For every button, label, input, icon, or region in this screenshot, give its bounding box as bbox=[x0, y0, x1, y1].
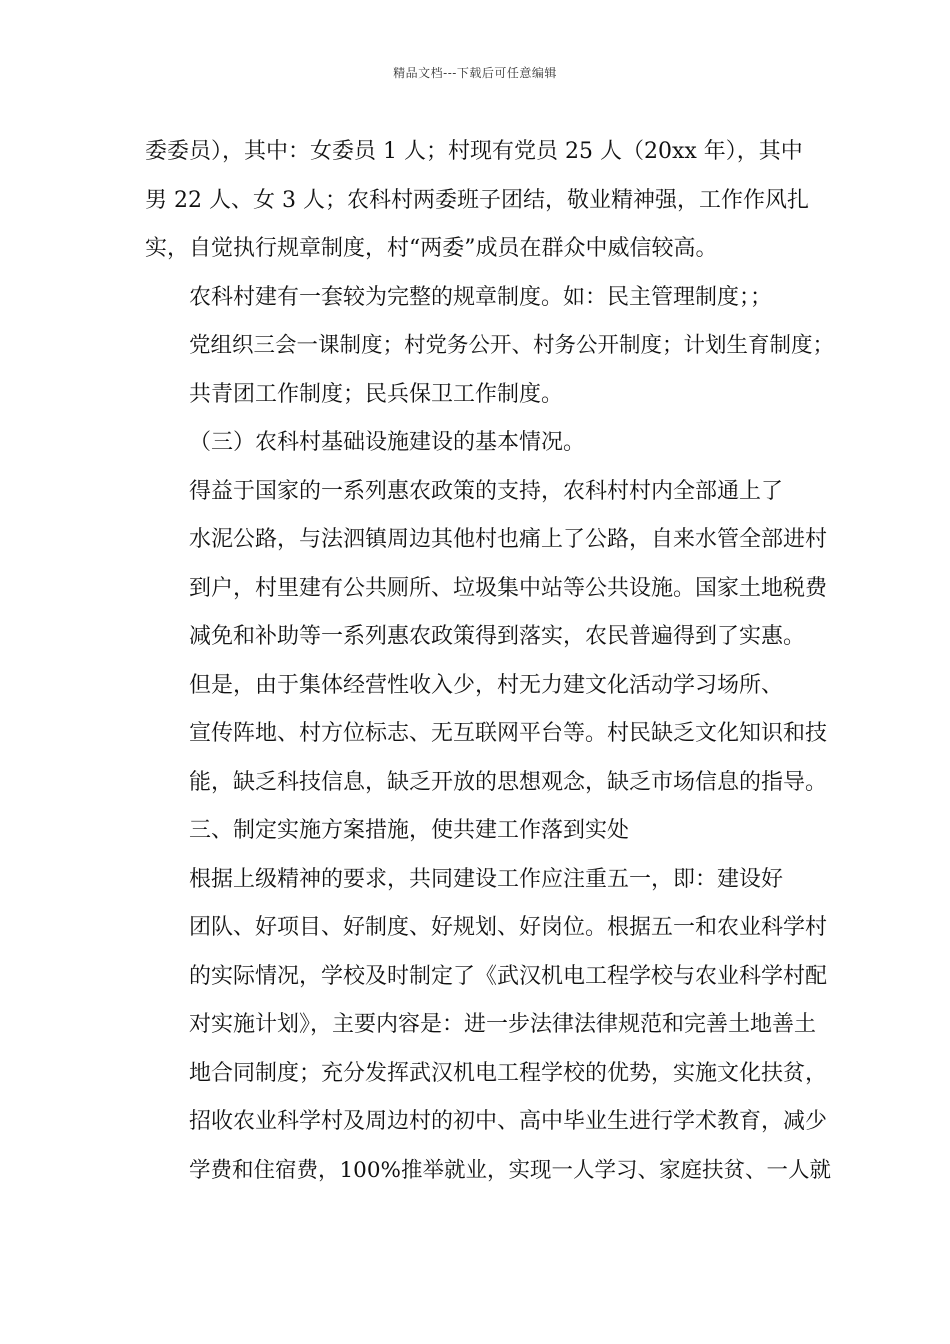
text-line: 到户，村里建有公共厕所、垃圾集中站等公共设施。国家土地税费 bbox=[189, 575, 828, 601]
text-line: 能，缺乏科技信息，缺乏开放的思想观念，缺乏市场信息的指导。 bbox=[189, 769, 828, 795]
text-line: 地合同制度；充分发挥武汉机电工程学校的优势，实施文化扶贫， bbox=[189, 1060, 828, 1086]
text-line: 对实施计划》，主要内容是：进一步法律法律规范和完善土地善土 bbox=[189, 1012, 817, 1037]
text-line: 男 22 人、女 3 人；农科村两委班子团结，敬业精神强，工作作风扎 bbox=[145, 187, 809, 213]
text-line: （三）农科村基础设施建设的基本情况。 bbox=[189, 430, 586, 455]
text-line: 宣传阵地、村方位标志、无互联网平台等。村民缺乏文化知识和技 bbox=[189, 721, 828, 746]
paragraph bbox=[145, 419, 835, 468]
document-body bbox=[145, 128, 835, 1195]
text-line: 共青团工作制度；民兵保卫工作制度。 bbox=[189, 381, 564, 407]
text-line: 水泥公路，与法泗镇周边其他村也痛上了公路，自来水管全部进村 bbox=[189, 527, 828, 552]
text-line: 但是，由于集体经营性收入少，村无力建文化活动学习场所、 bbox=[189, 672, 784, 698]
page-header: 精品文档---下载后可任意编辑 bbox=[393, 66, 557, 80]
text-line: 的实际情况，学校及时制定了《武汉机电工程学校与农业科学村配 bbox=[189, 963, 828, 989]
paragraph bbox=[145, 807, 835, 856]
paragraph bbox=[145, 468, 835, 662]
text-line: 党组织三会一课制度；村党务公开、村务公开制度；计划生育制度； bbox=[189, 333, 835, 358]
text-line: 委委员），其中：女委员 1 人；村现有党员 25 人（20xx 年），其中 bbox=[145, 139, 803, 164]
text-line: 根据上级精神的要求，共同建设工作应注重五一，即：建设好 bbox=[189, 866, 784, 892]
text-line: 实，自觉执行规章制度，村“两委”成员在群众中威信较高。 bbox=[145, 236, 718, 261]
text-line: 学费和住宿费，100%推举就业，实现一人学习、家庭扶贫、一人就 bbox=[189, 1157, 831, 1183]
paragraph bbox=[145, 662, 835, 808]
text-line: 减免和补助等一系列惠农政策得到落实，农民普遍得到了实惠。 bbox=[189, 624, 806, 649]
text-line: 得益于国家的一系列惠农政策的支持，农科村村内全部通上了 bbox=[189, 478, 784, 504]
text-line: 团队、好项目、好制度、好规划、好岗位。根据五一和农业科学村 bbox=[189, 915, 828, 940]
text-line: 招收农业科学村及周边村的初中、高中毕业生进行学术教育，减少 bbox=[189, 1109, 828, 1134]
text-line: 三、制定实施方案措施，使共建工作落到实处 bbox=[189, 818, 630, 843]
paragraph bbox=[145, 128, 835, 274]
paragraph bbox=[145, 856, 835, 1196]
text-line: 农科村建有一套较为完整的规章制度。如：民主管理制度；； bbox=[189, 284, 773, 310]
paragraph bbox=[145, 274, 835, 420]
